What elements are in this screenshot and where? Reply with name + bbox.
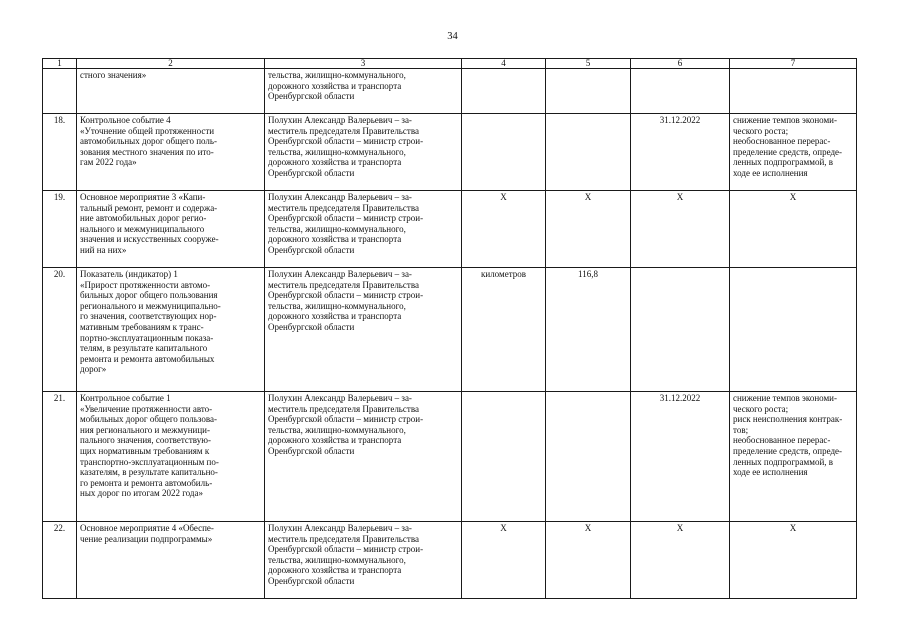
unit-cell: километров [462,268,546,392]
cell-line: Оренбургской области [268,321,355,332]
cell-line: портно-эксплуатационным показа- [80,332,214,343]
cell-line: Контрольное событие 4 [80,115,171,125]
header-cell: 2 [77,59,265,69]
cell-line: Оренбургской области – министр строи- [268,136,424,147]
cell-line: меститель председателя Правительства [268,533,419,544]
cell-line: ния регионального и межмуници- [80,424,210,435]
cell-line: тельства, жилищно-коммунального, [268,223,406,234]
deadline-cell: 31.12.2022 [631,114,730,191]
unit-cell [462,114,546,191]
cell-line: ленных подпрограммой, в [733,157,834,168]
cell-line: Оренбургской области – министр строи- [268,213,424,224]
table-header-row [43,59,857,69]
responsible-person-cell [265,522,462,599]
cell-line: меститель председателя Правительства [268,202,419,213]
cell-line: дорожного хозяйства и транспорта [268,565,402,576]
value-cell: X [546,191,631,268]
risk-cell [730,191,857,268]
cell-line: Показатель (индикатор) 1 [80,269,178,279]
cell-line: щих нормативным требованиям к [80,445,210,456]
cell-line: дорожного хозяйства и транспорта [268,80,402,91]
value-cell: X [546,522,631,599]
cell-line: «Увеличение протяженности авто- [80,403,213,414]
cell-line: меститель председателя Правительства [268,279,419,290]
risk-cell [730,69,857,114]
cell-line: автомобильных дорог общего поль- [80,136,217,147]
cell-line: Полухин Александр Валерьевич – за- [268,393,412,403]
event-name-cell [77,69,265,114]
cell-line: телям, в результате капитального [80,343,208,354]
cell-line: бильных дорог общего пользования [80,290,218,301]
cell-line: снижение темпов экономи- [733,115,837,125]
row-number-cell: 18. [43,114,77,191]
event-name-cell [77,191,265,268]
cell-line: мобильных дорог общего пользова- [80,414,217,425]
row-number-cell: 20. [43,268,77,392]
header-cell: 7 [730,59,857,69]
cell-line: тельства, жилищно-коммунального, [268,146,406,157]
table-row [43,69,857,114]
cell-line: ходе ее исполнения [733,467,808,478]
event-name-cell [77,522,265,599]
deadline-cell [631,69,730,114]
cell-line: тальный ремонт, ремонт и содержа- [80,202,218,213]
cell-line: Оренбургской области [268,445,355,456]
cell-line: дорожного хозяйства и транспорта [268,311,402,322]
cell-line: ние автомобильных дорог регио- [80,213,207,224]
table-row [43,392,857,522]
cell-line: дорог» [80,364,107,375]
responsible-person-cell [265,191,462,268]
cell-line: «Прирост протяженности автомо- [80,279,211,290]
cell-line: пределение средств, опреде- [733,445,843,456]
responsible-person-cell [265,392,462,522]
cell-line: тельства, жилищно-коммунального, [268,424,406,435]
schedule-table [42,58,857,599]
cell-line: Основное мероприятие 4 «Обеспе- [80,523,214,533]
cell-line: Оренбургской области [268,167,355,178]
cell-line: необоснованное перерас- [733,136,831,147]
cell-line: Оренбургской области [268,91,355,102]
deadline-cell: X [631,191,730,268]
responsible-person-cell [265,69,462,114]
risk-cell [730,392,857,522]
cell-line: ний на них» [80,244,127,255]
row-number-cell: 19. [43,191,77,268]
cell-line: Полухин Александр Валерьевич – за- [268,192,412,202]
table-body [43,69,857,599]
cell-line: ленных подпрограммой, в [733,456,834,467]
header-cell: 4 [462,59,546,69]
responsible-person-cell [265,268,462,392]
cell-line: «Уточнение общей протяженности [80,125,215,136]
cell-line: X [789,192,797,202]
value-cell: 116,8 [546,268,631,392]
cell-line: Оренбургской области – министр строи- [268,414,424,425]
risk-cell [730,522,857,599]
cell-line: Полухин Александр Валерьевич – за- [268,523,412,533]
cell-line: дорожного хозяйства и транспорта [268,435,402,446]
header-cell: 3 [265,59,462,69]
cell-line: зования местного значения по ито- [80,146,214,157]
cell-line: Оренбургской области – министр строи- [268,290,424,301]
cell-line: снижение темпов экономи- [733,393,837,403]
cell-line: необоснованное перерас- [733,435,831,446]
page-number: 34 [447,31,458,42]
cell-line: го ремонта и ремонта автомобиль- [80,477,213,488]
cell-line: тов; [733,424,749,435]
cell-line: Основное мероприятие 3 «Капи- [80,192,206,202]
event-name-cell [77,392,265,522]
event-name-cell [77,114,265,191]
risk-cell [730,114,857,191]
deadline-cell: 31.12.2022 [631,392,730,522]
cell-line: ходе ее исполнения [733,167,808,178]
cell-line: регионального и межмуниципально- [80,300,221,311]
deadline-cell [631,268,730,392]
unit-cell [462,392,546,522]
cell-line: стного значения» [80,70,147,80]
row-number-cell: 21. [43,392,77,522]
value-cell [546,114,631,191]
cell-line: тельства, жилищно-коммунального, [268,554,406,565]
header-cell: 1 [43,59,77,69]
value-cell [546,392,631,522]
event-name-cell [77,268,265,392]
cell-line: ческого роста; [733,125,789,136]
cell-line: Контрольное событие 1 [80,393,171,403]
cell-line: чение реализации подпрограммы» [80,533,213,544]
cell-line: значения и искусственных сооруже- [80,234,219,245]
cell-line: ческого роста; [733,403,789,414]
table-row [43,522,857,599]
deadline-cell: X [631,522,730,599]
responsible-person-cell [265,114,462,191]
risk-cell [730,268,857,392]
unit-cell: X [462,522,546,599]
cell-line: меститель председателя Правительства [268,125,419,136]
cell-line: Оренбургской области – министр строи- [268,544,424,555]
row-number-cell: 22. [43,522,77,599]
unit-cell: X [462,191,546,268]
cell-line: тельства, жилищно-коммунального, [268,300,406,311]
table-row [43,191,857,268]
cell-line: го значения, соответствующих нор- [80,311,217,322]
table-row [43,268,857,392]
table-row [43,114,857,191]
cell-line: Полухин Александр Валерьевич – за- [268,269,412,279]
cell-line: меститель председателя Правительства [268,403,419,414]
cell-line: пределение средств, опреде- [733,146,843,157]
cell-line: дорожного хозяйства и транспорта [268,157,402,168]
value-cell [546,69,631,114]
cell-line: нального и межмуниципального [80,223,205,234]
cell-line: казателям, в результате капитально- [80,467,218,478]
cell-line: тельства, жилищно-коммунального, [268,70,406,80]
cell-line: мативным требованиям к транс- [80,321,204,332]
cell-line: гам 2022 года» [80,157,137,168]
cell-line: пального значения, соответствую- [80,435,211,446]
header-cell: 6 [631,59,730,69]
cell-line: риск неисполнения контрак- [733,414,843,425]
cell-line: ремонта и ремонта автомобильных [80,353,215,364]
unit-cell [462,69,546,114]
cell-line: Оренбургской области [268,575,355,586]
cell-line: X [789,523,797,533]
header-cell: 5 [546,59,631,69]
cell-line: Полухин Александр Валерьевич – за- [268,115,412,125]
row-number-cell [43,69,77,114]
cell-line: транспортно-эксплуатационным по- [80,456,219,467]
cell-line: Оренбургской области [268,244,355,255]
cell-line: ных дорог по итогам 2022 года» [80,488,203,499]
cell-line: дорожного хозяйства и транспорта [268,234,402,245]
